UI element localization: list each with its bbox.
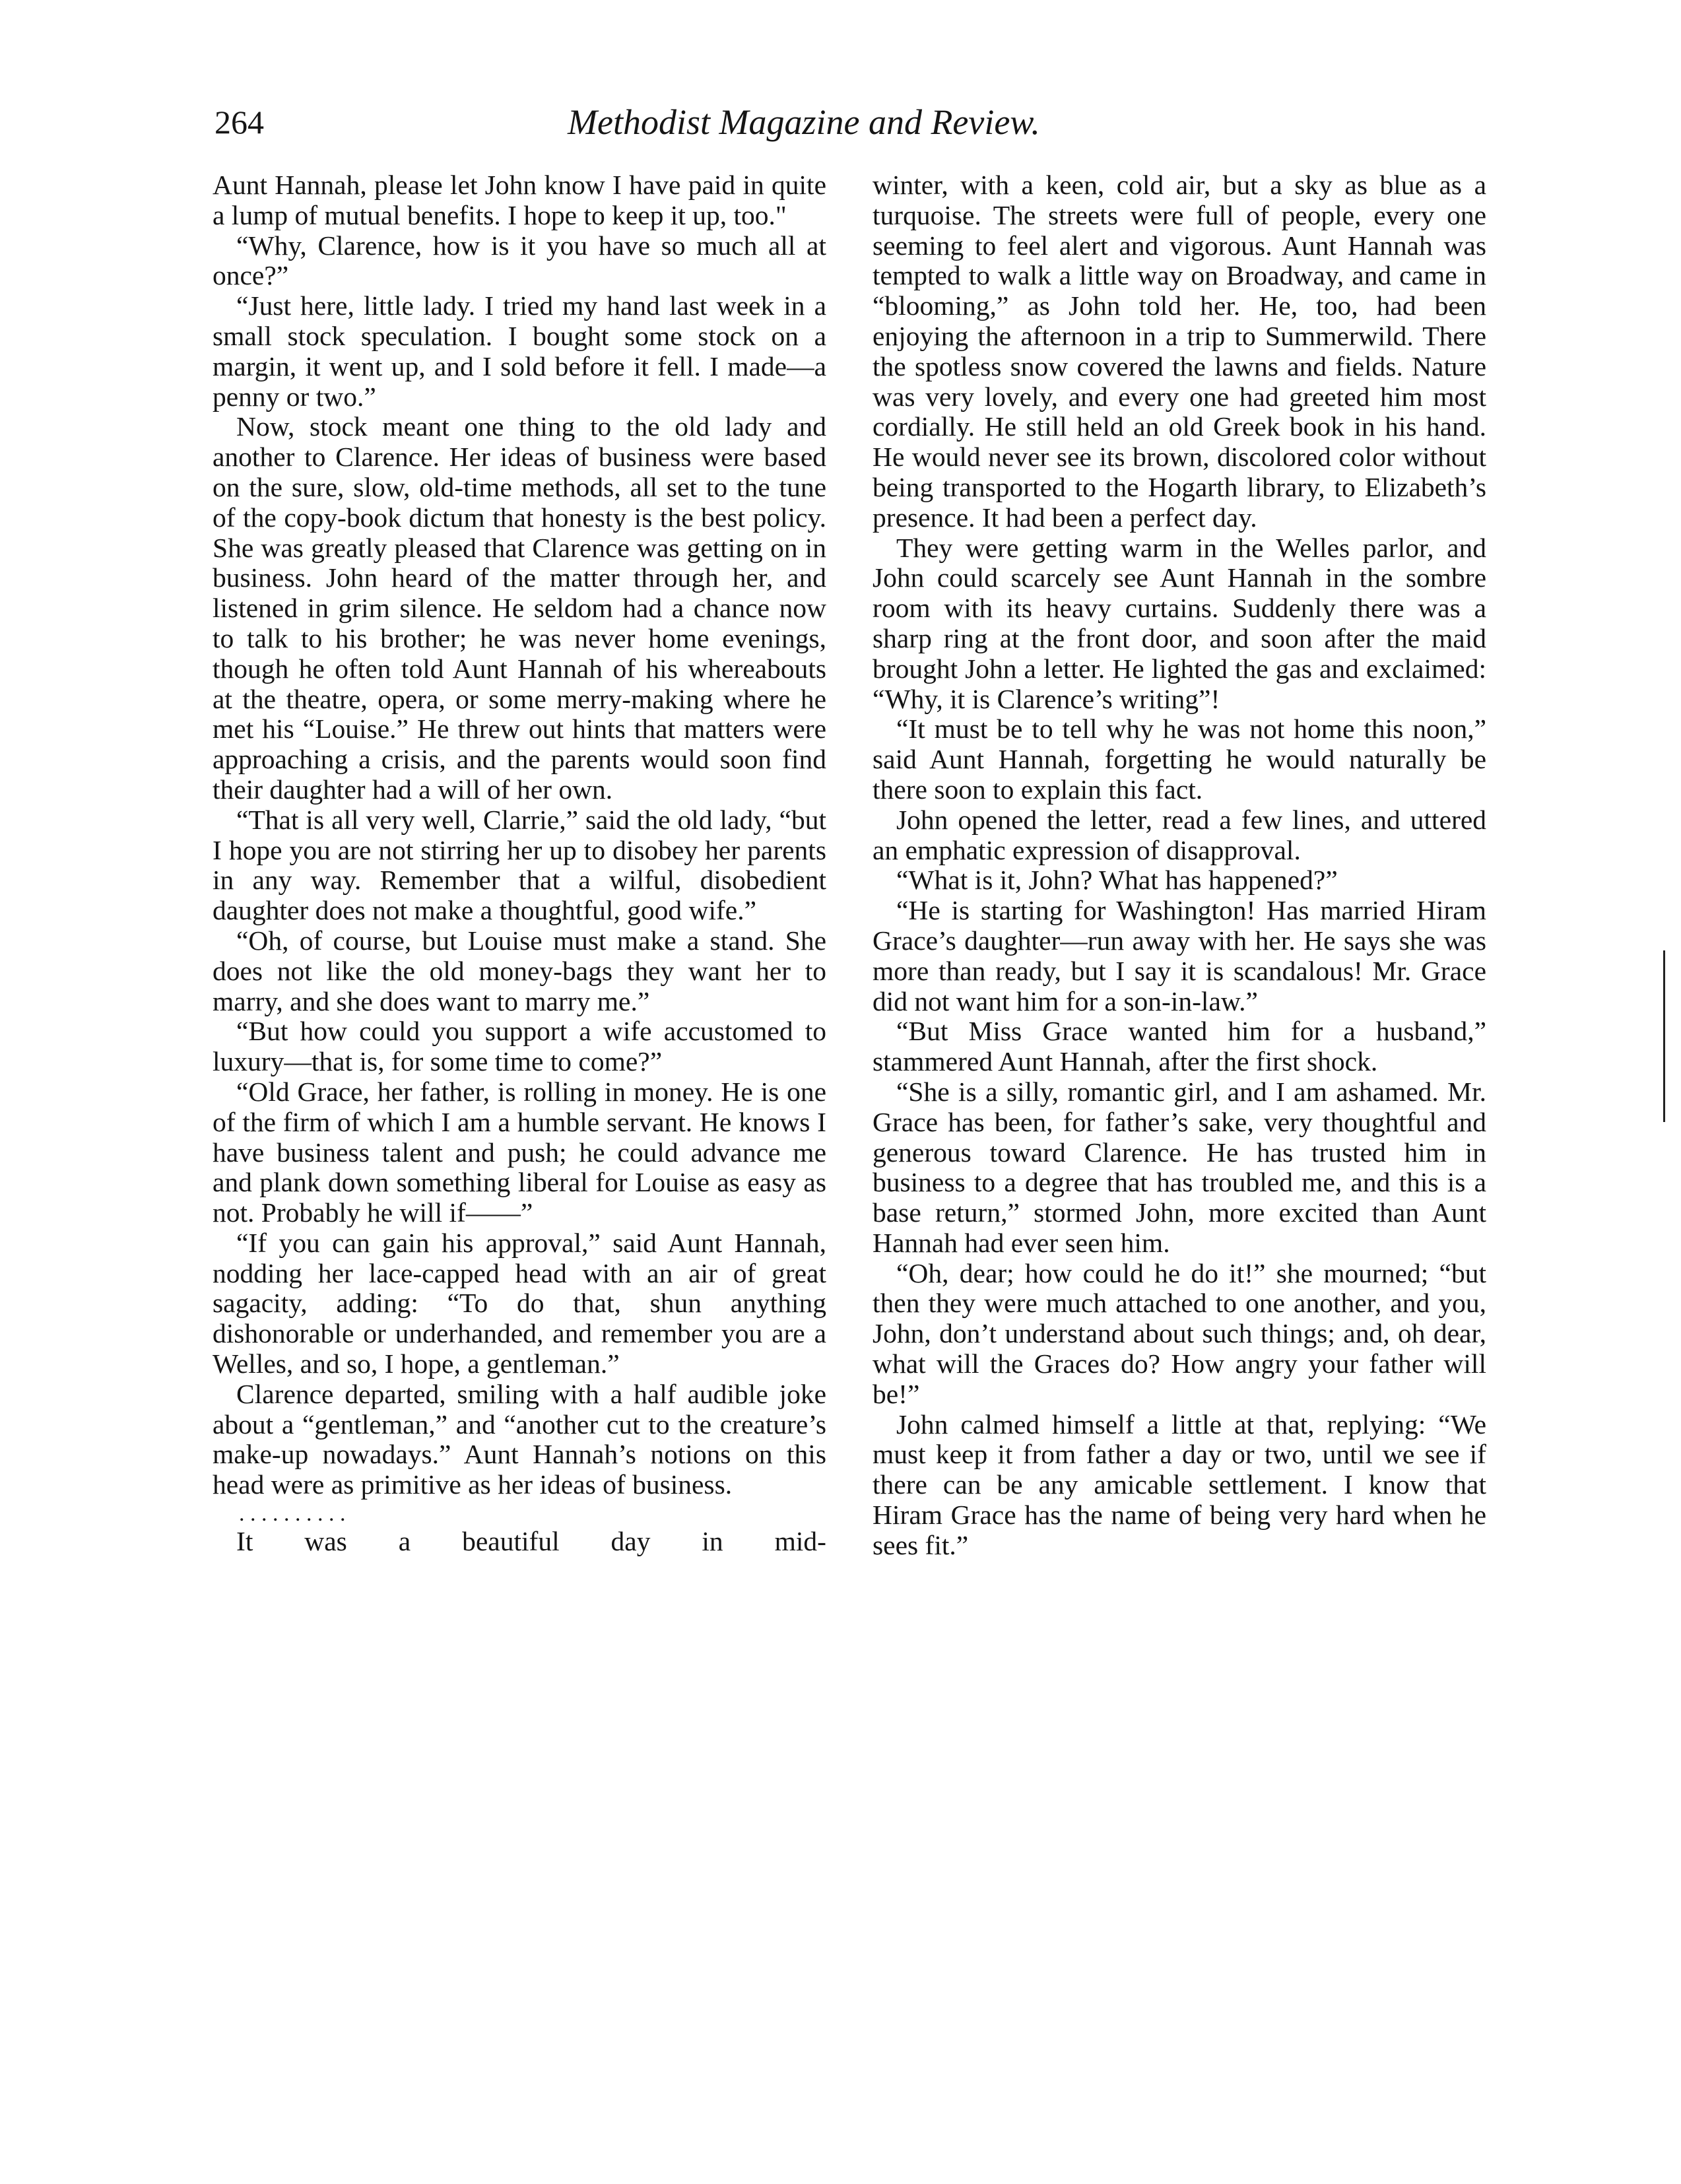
paragraph: “If you can gain his approval,” said Aunt Hannah, nodding her lace-capped head with an air of great sagacity, adding: “To do that, shun anything dishonorable or underhanded, and remember you are a Welles, and so, I hope, a gentleman.” [213, 1227, 826, 1379]
margin-rule [1663, 950, 1665, 1122]
paragraph: “Why, Clarence, how is it you have so much all at once?” [213, 230, 826, 291]
page-number: 264 [214, 104, 264, 141]
paragraph: winter, with a keen, cold air, but a sky as blue as a turquoise. The streets were full of people, every one seeming to feel alert and vigorous. Aunt Hannah was tempted to walk a little way on Broadway, and came in “blooming,” as John told her. He, too, had been enjoying the afternoon in a trip to Summerwild. There the spotless snow covered the lawns and fields. Nature was very lovely, and every one had greeted him most cordially. He still held an old Greek book in his hand. He would never see its brown, discolored color without being transported to the Hogarth library, to Elizabeth’s presence. It had been a perfect day. [873, 170, 1486, 533]
paragraph: They were getting warm in the Welles parlor, and John could scarcely see Aunt Hannah in the sombre room with its heavy curtains. Suddenly there was a sharp ring at the front door, and soon after the maid brought John a letter. He lighted the gas and exclaimed: “Why, it is Clarence’s writing”! [873, 532, 1486, 714]
paragraph: “Old Grace, her father, is rolling in money. He is one of the firm of which I am a humble servant. He knows I have business talent and push; he could advance me and plank down something liberal for Louise as easy as not. Probably he will if——” [213, 1076, 826, 1228]
paragraph: “Oh, dear; how could he do it!” she mourned; “but then they were much attached to one another, and you, John, don’t understand about such things; and, oh dear, what will the Graces do? How angry your father will be!” [873, 1257, 1486, 1409]
paragraph: “Oh, of course, but Louise must make a stand. She does not like the old money-bags they want her to marry, and she does want to marry me.” [213, 925, 826, 1016]
paragraph: “But Miss Grace wanted him for a husband,” stammered Aunt Hannah, after the first shock. [873, 1016, 1486, 1077]
paragraph: “Just here, little lady. I tried my hand last week in a small stock speculation. I bought some stock on a margin, it went up, and I sold before it fell. I made—a penny or two.” [213, 290, 826, 412]
paragraph: “What is it, John? What has happened?” [896, 865, 1338, 896]
paragraph: It was a beautiful day in mid- [236, 1526, 826, 1557]
paragraph: John opened the letter, read a few lines, and uttered an emphatic expression of disapproval. [873, 804, 1486, 865]
paragraph: “He is starting for Washington! Has married Hiram Grace’s daughter—run away with her. He says she was more than ready, but I say it is scandalous! Mr. Grace did not want him for a son-in-law.” [873, 895, 1486, 1016]
running-head: Methodist Magazine and Review. [568, 102, 1040, 142]
paragraph: “That is all very well, Clarrie,” said the old lady, “but I hope you are not stirring her up to disobey her parents in any way. Remember that a wilful, disobedient daughter does not make a thoughtful, good wife.” [213, 804, 826, 926]
paragraph: Now, stock meant one thing to the old lady and another to Clarence. Her ideas of business were based on the sure, slow, old-time methods, all set to the tune of the copy-book dictum that honesty is the best policy. She was greatly pleased that Clarence was getting on in business. John heard of the matter through her, and listened in grim silence. He seldom had a chance now to talk to his brother; he was never home evenings, though he often told Aunt Hannah of his whereabouts at the theatre, opera, or some merry-making where he met his “Louise.” He threw out hints that matters were approaching a crisis, and the parents would soon find their daughter had a will of her own. [213, 411, 826, 805]
right-column [873, 170, 1486, 1561]
section-break [213, 1502, 826, 1527]
paragraph: John calmed himself a little at that, replying: “We must keep it from father a day or two, until we see if there can be any amicable settlement. I know that Hiram Grace has the name of being very hard when he sees fit.” [873, 1408, 1486, 1560]
paragraph: “It must be to tell why he was not home this noon,” said Aunt Hannah, forgetting he would naturally be there soon to explain this fact. [873, 713, 1486, 805]
paragraph: “She is a silly, romantic girl, and I am ashamed. Mr. Grace has been, for father’s sake, very thoughtful and generous toward Clarence. He has trusted him in business to a degree that has troubled me, and this is a base return,” stormed John, more excited than Aunt Hannah had ever seen him. [873, 1076, 1486, 1258]
paragraph: “But how could you support a wife accustomed to luxury—that is, for some time to come?” [213, 1016, 826, 1077]
left-column [213, 170, 826, 1557]
section-break-text: . . . . . . . . . . [239, 1502, 346, 1527]
paragraph: Aunt Hannah, please let John know I have paid in quite a lump of mutual benefits. I hope to keep it up, too." [213, 170, 826, 230]
paragraph: Clarence departed, smiling with a half audible joke about a “gentleman,” and “another cut to the creature’s make-up nowadays.” Aunt Hannah’s notions on this head were as primitive as her ideas of business. [213, 1378, 826, 1500]
